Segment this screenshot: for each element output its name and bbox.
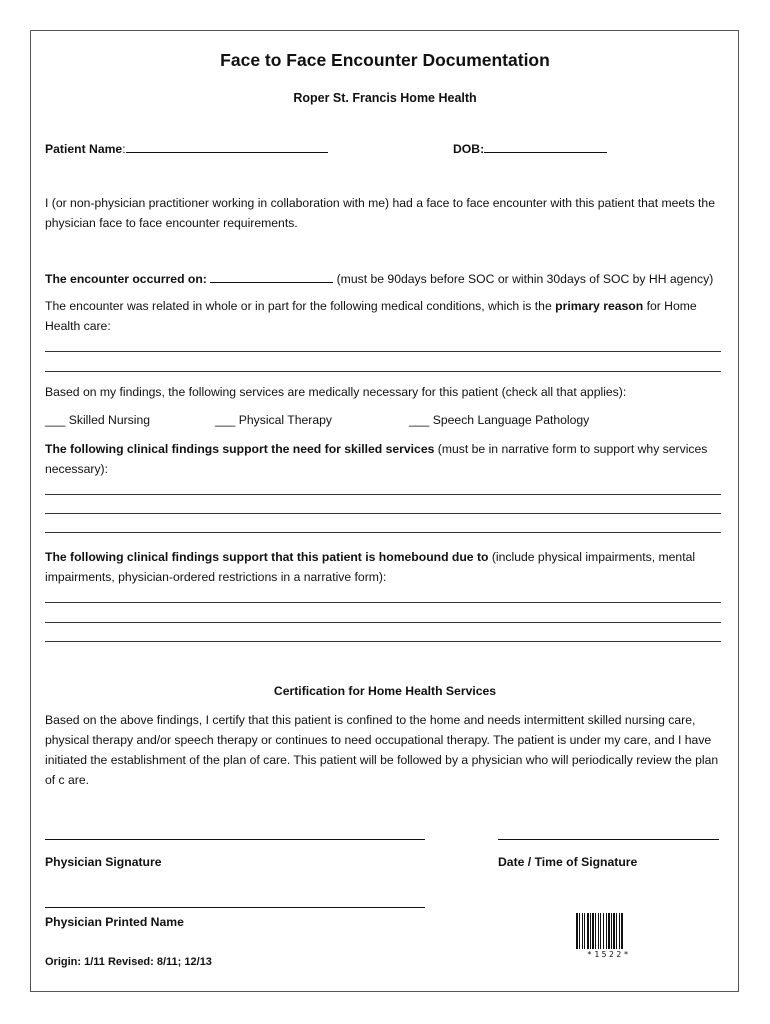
dob-field[interactable] (484, 140, 607, 153)
homebound-prompt (45, 547, 725, 587)
form-border (30, 30, 739, 992)
origin-revision: Origin: 1/11 Revised: 8/11; 12/13 (45, 956, 212, 968)
barcode-bar (619, 913, 620, 949)
dob-row (453, 140, 607, 156)
physician-signature-label: Physician Signature (45, 855, 162, 869)
service-skilled-nursing[interactable] (45, 413, 150, 427)
barcode-bar (582, 913, 583, 949)
encounter-date-note: (must be 90days before SOC or within 30days of SOC by HH agency) (336, 272, 714, 286)
patient-name-field[interactable] (126, 140, 328, 153)
skilled-nursing-label: Skilled Nursing (68, 413, 151, 427)
homebound-line-3[interactable] (45, 641, 721, 642)
physician-printed-name-label: Physician Printed Name (45, 915, 184, 929)
clinical-findings-rest: (must be in narrative form to support why services necessary): (45, 442, 708, 476)
barcode-bar (595, 913, 596, 949)
barcode-bar (587, 913, 589, 949)
barcode-bar (592, 913, 594, 949)
barcode-bar (590, 913, 591, 949)
barcode-bar (600, 913, 601, 949)
barcode-bar (598, 913, 599, 949)
physician-signature-line[interactable] (45, 839, 425, 840)
homebound-line-2[interactable] (45, 622, 721, 623)
conditions-line-1[interactable] (45, 351, 721, 352)
patient-name-colon: : (122, 142, 126, 156)
services-intro: Based on my findings, the following services are medically necessary for this patient (check all that applies): (45, 385, 627, 399)
speech-language-checkbox[interactable]: ___ (409, 413, 430, 427)
service-speech-language[interactable] (409, 413, 589, 427)
clinical-findings-prompt (45, 439, 725, 479)
physician-printed-name-line[interactable] (45, 907, 425, 908)
homebound-rest: (include physical impairments, mental impairments, physician-ordered restrictions in a narrative form): (45, 550, 696, 584)
speech-language-label: Speech Language Pathology (432, 413, 590, 427)
encounter-statement: I (or non-physician practitioner working in collaboration with me) had a face to face encounter with this patient that meets the physician face to face encounter requirements. (45, 196, 715, 230)
barcode-bar (579, 913, 580, 949)
organization-name: Roper St. Francis Home Health (293, 91, 477, 105)
skilled-nursing-checkbox[interactable]: ___ (45, 413, 66, 427)
homebound-line-1[interactable] (45, 602, 721, 603)
primary-reason-text: primary reason (555, 299, 644, 313)
certification-body: Based on the above findings, I certify that this patient is confined to the home and needs intermittent skilled nursing care, physical therapy and/or speech therapy or continues to need occupational therapy. The patient is under my care, and I have initiated the establishment of the plan of care. This patient will be followed by a physician who will periodically review the plan of c are. (45, 713, 719, 787)
clinical-line-1[interactable] (45, 494, 721, 495)
encounter-date-field[interactable] (210, 270, 333, 283)
dob-label: DOB: (453, 142, 485, 156)
physical-therapy-label: Physical Therapy (238, 413, 332, 427)
service-physical-therapy[interactable] (215, 413, 332, 427)
barcode-bar (613, 913, 615, 949)
encounter-date-label: The encounter occurred on: (45, 272, 207, 286)
clinical-findings-bold: The following clinical findings support the need for skilled services (45, 442, 435, 456)
homebound-bold: The following clinical findings support that this patient is homebound due to (45, 550, 489, 564)
patient-name-row (45, 140, 328, 156)
barcode-bar (603, 913, 604, 949)
barcode-text: *1522* (587, 950, 631, 959)
barcode-bar (611, 913, 612, 949)
conditions-text: The encounter was related in whole or in part for the following medical conditions, which is the (45, 299, 556, 313)
barcode-bar (621, 913, 623, 949)
certification-heading: Certification for Home Health Services (273, 684, 497, 698)
barcode-bar (576, 913, 578, 949)
barcode-icon (576, 913, 642, 949)
physical-therapy-checkbox[interactable]: ___ (215, 413, 236, 427)
clinical-line-3[interactable] (45, 532, 721, 533)
barcode-bar (606, 913, 607, 949)
date-time-signature-label: Date / Time of Signature (498, 855, 638, 869)
conditions-line-2[interactable] (45, 371, 721, 372)
encounter-date-row (45, 270, 713, 286)
clinical-line-2[interactable] (45, 513, 721, 514)
barcode-bar (608, 913, 610, 949)
patient-name-label: Patient Name (45, 142, 123, 156)
conditions-prompt (45, 296, 725, 336)
barcode-bar (584, 913, 585, 949)
date-time-signature-line[interactable] (498, 839, 719, 840)
barcode-bar (616, 913, 617, 949)
form-title: Face to Face Encounter Documentation (220, 50, 550, 70)
conditions-text-end: for Home Health care: (45, 299, 697, 333)
